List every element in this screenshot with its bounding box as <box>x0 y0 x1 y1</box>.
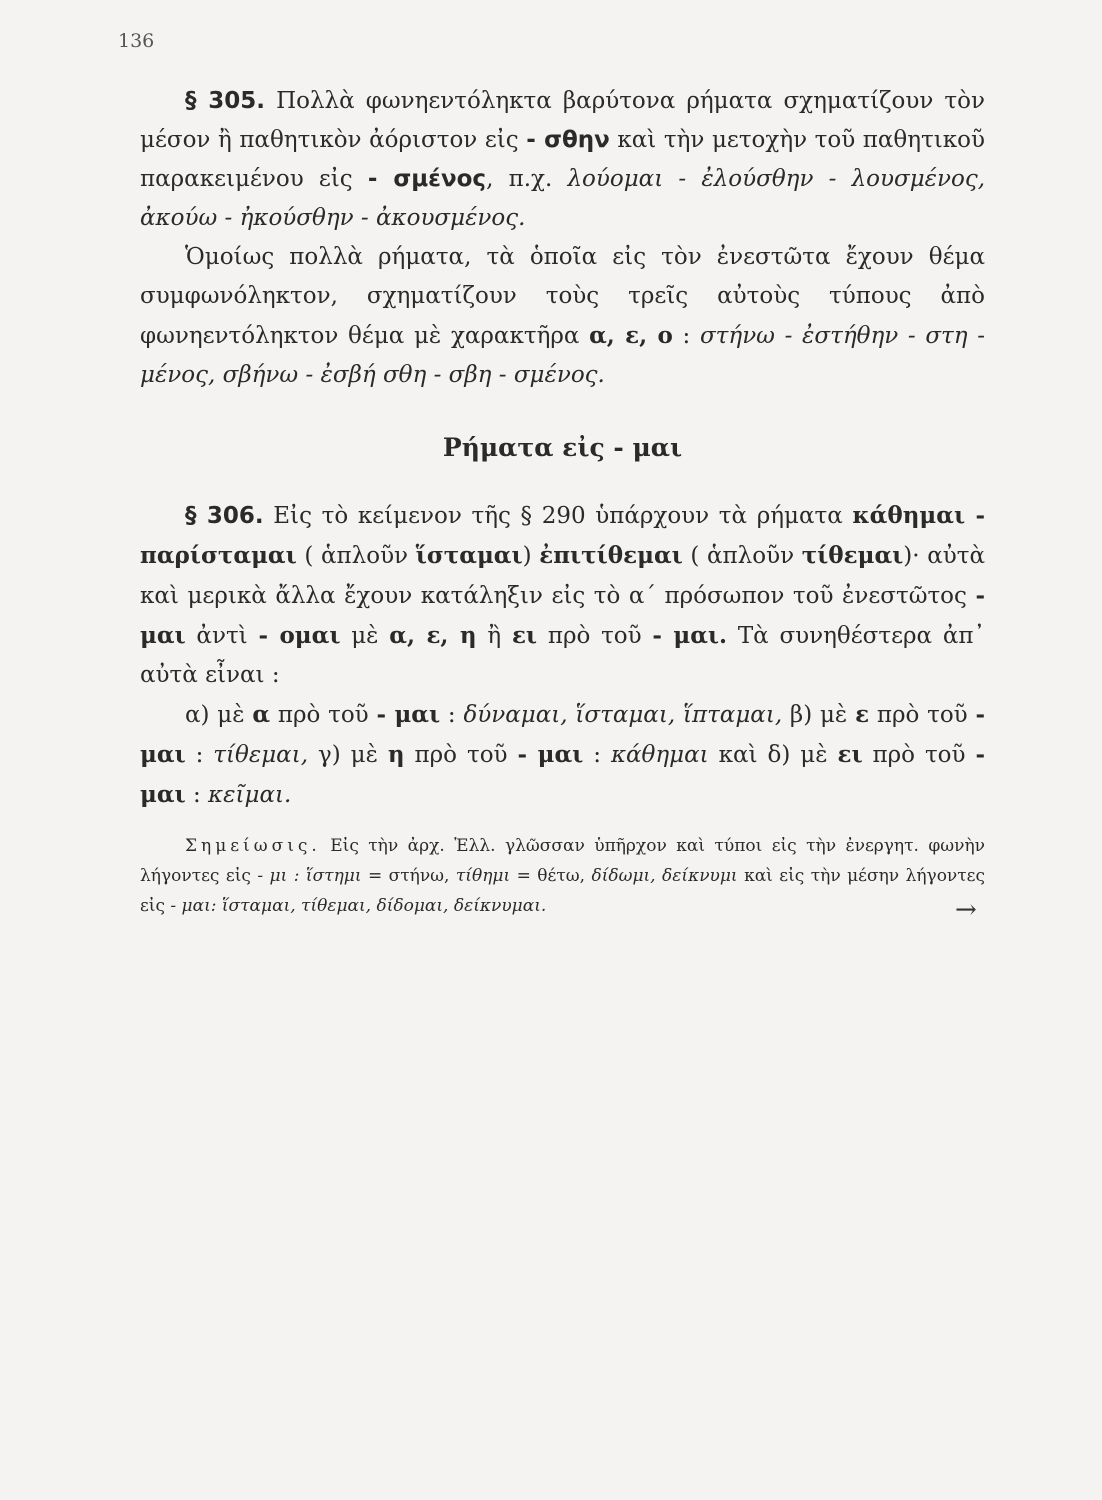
text: Εἰς τὴν ἀρχ. Ἑλλ. γλῶσσαν ὑπῆρχον καὶ τύποι εἰς τὴν ἐνεργητ. φωνὴν λήγοντες εἰς <box>140 836 985 886</box>
italic-text: δύναμαι, ἵσταμαι, ἵπταμαι, <box>463 702 783 728</box>
bold-text: - μαι <box>140 741 985 808</box>
italic-text: - μαι: ἵσταμαι, τίθεμαι, δίδομαι, δείκνυμαι. <box>170 896 547 916</box>
text: καὶ δ) μὲ <box>708 742 838 768</box>
section-number-306: § 306. <box>185 503 264 529</box>
italic-text: τίθημι <box>455 866 511 886</box>
text: = στήνω, <box>361 866 456 886</box>
text: πρὸ τοῦ <box>270 702 377 728</box>
bold-text: ει <box>511 622 538 649</box>
bold-text: α, ε, ο <box>589 322 673 349</box>
text: : <box>583 742 611 768</box>
text: ( ἁπλοῦν <box>296 543 416 569</box>
italic-text: κεῖμαι. <box>208 782 292 808</box>
bold-text: τίθεμαι <box>801 542 904 569</box>
bold-text: - μαι <box>376 701 441 728</box>
bold-text: - μαι <box>517 741 584 768</box>
bold-text: κάθημαι - παρίσταμαι <box>140 502 985 569</box>
bold-text: ἵσταμαι <box>415 542 523 569</box>
text: πρὸ τοῦ <box>862 742 976 768</box>
text: : <box>185 782 209 808</box>
text: : <box>440 702 464 728</box>
text: πρὸ τοῦ <box>404 742 518 768</box>
bold-text: - μαι <box>140 701 985 768</box>
paragraph-305 <box>140 82 985 238</box>
paragraph-305-continued <box>140 238 985 395</box>
text: ἀντὶ <box>185 623 259 649</box>
bold-text: α <box>252 701 271 728</box>
text: ) <box>522 543 540 569</box>
italic-text: στήνω - ἐστήθην - στη - μένος, σβήνω - ἐσβή σθη - σβη - σμένος. <box>140 323 985 388</box>
bold-text: ει <box>837 741 863 768</box>
text: : <box>672 323 700 349</box>
text: , π.χ. <box>486 166 568 192</box>
text: γ) μὲ <box>308 742 388 768</box>
text: : <box>185 742 214 768</box>
bold-text: - μαι. <box>652 622 728 649</box>
italic-text: κάθημαι <box>610 742 709 768</box>
text: Τὰ συνηθέστερα ἀπ᾽ αὐτὰ εἶναι : <box>140 623 985 688</box>
text: ἢ <box>476 623 512 649</box>
text: Εἰς τὸ κείμενον τῆς § 290 ὑπάρχουν τὰ ρήματα <box>263 503 853 529</box>
page-number: 136 <box>118 30 155 52</box>
text: Ὁμοίως πολλὰ ρήματα, τὰ ὁποῖα εἰς τὸν ἐνεστῶτα ἔχουν θέμα συμφωνόληκτον, σχηματίζουν τοὺς τρεῖς αὐτοὺς τύπους ἀπὸ φωνηεντόληκτον θέμα μὲ χαρακτῆρα <box>140 244 985 349</box>
continue-arrow-icon: → <box>955 895 977 925</box>
section-heading: Ρήματα εἰς - μαι <box>442 433 683 462</box>
bold-text: η <box>387 741 405 768</box>
bold-text: α, ε, η <box>389 622 477 649</box>
paragraph-306-list <box>140 695 985 815</box>
text: πρὸ τοῦ <box>869 702 976 728</box>
text: Πολλὰ φωνηεντόληκτα βαρύτονα ρήματα σχηματίζουν τὸν μέσον ἢ παθητικὸν ἀόριστον εἰς <box>140 88 985 153</box>
italic-text: - μι : ἵστημι <box>257 866 362 886</box>
page-content <box>140 82 985 938</box>
text: πρὸ τοῦ <box>537 623 653 649</box>
text: α) μὲ <box>185 702 253 728</box>
text: καὶ εἰς τὴν μέσην λήγοντες εἰς <box>140 866 985 916</box>
italic-text: λούομαι - ἐλούσθην - λουσμένος, ἀκούω - ἠκούσθην - ἀκουσμένος. <box>140 166 986 231</box>
italic-text: τίθεμαι, <box>213 742 309 768</box>
bold-text: - σμένος <box>367 166 487 192</box>
text: )· αὐτὰ καὶ μερικὰ ἄλλα ἔχουν κατάληξιν εἰς τὸ α΄ πρόσωπον τοῦ ἐνεστῶτος <box>140 543 985 609</box>
note-label: Σημείωσις. <box>185 836 321 856</box>
italic-text: δίδωμι, δείκνυμι <box>591 866 738 886</box>
bold-text: - ομαι <box>258 622 341 649</box>
text: μὲ <box>340 623 390 649</box>
section-number-305: § 305. <box>185 88 266 114</box>
paragraph-306 <box>140 496 985 695</box>
bold-text: ε <box>855 701 870 728</box>
bold-text: - μαι <box>140 582 985 649</box>
text: β) μὲ <box>782 702 856 728</box>
bold-text: ἐπιτίθεμαι <box>539 542 683 569</box>
bold-text: - σθην <box>526 127 610 153</box>
text: ( ἁπλοῦν <box>682 543 802 569</box>
footnote <box>140 831 985 921</box>
text: καὶ τὴν μετοχὴν τοῦ παθητικοῦ παρακειμένου εἰς <box>140 127 986 192</box>
text: = θέτω, <box>510 866 592 886</box>
